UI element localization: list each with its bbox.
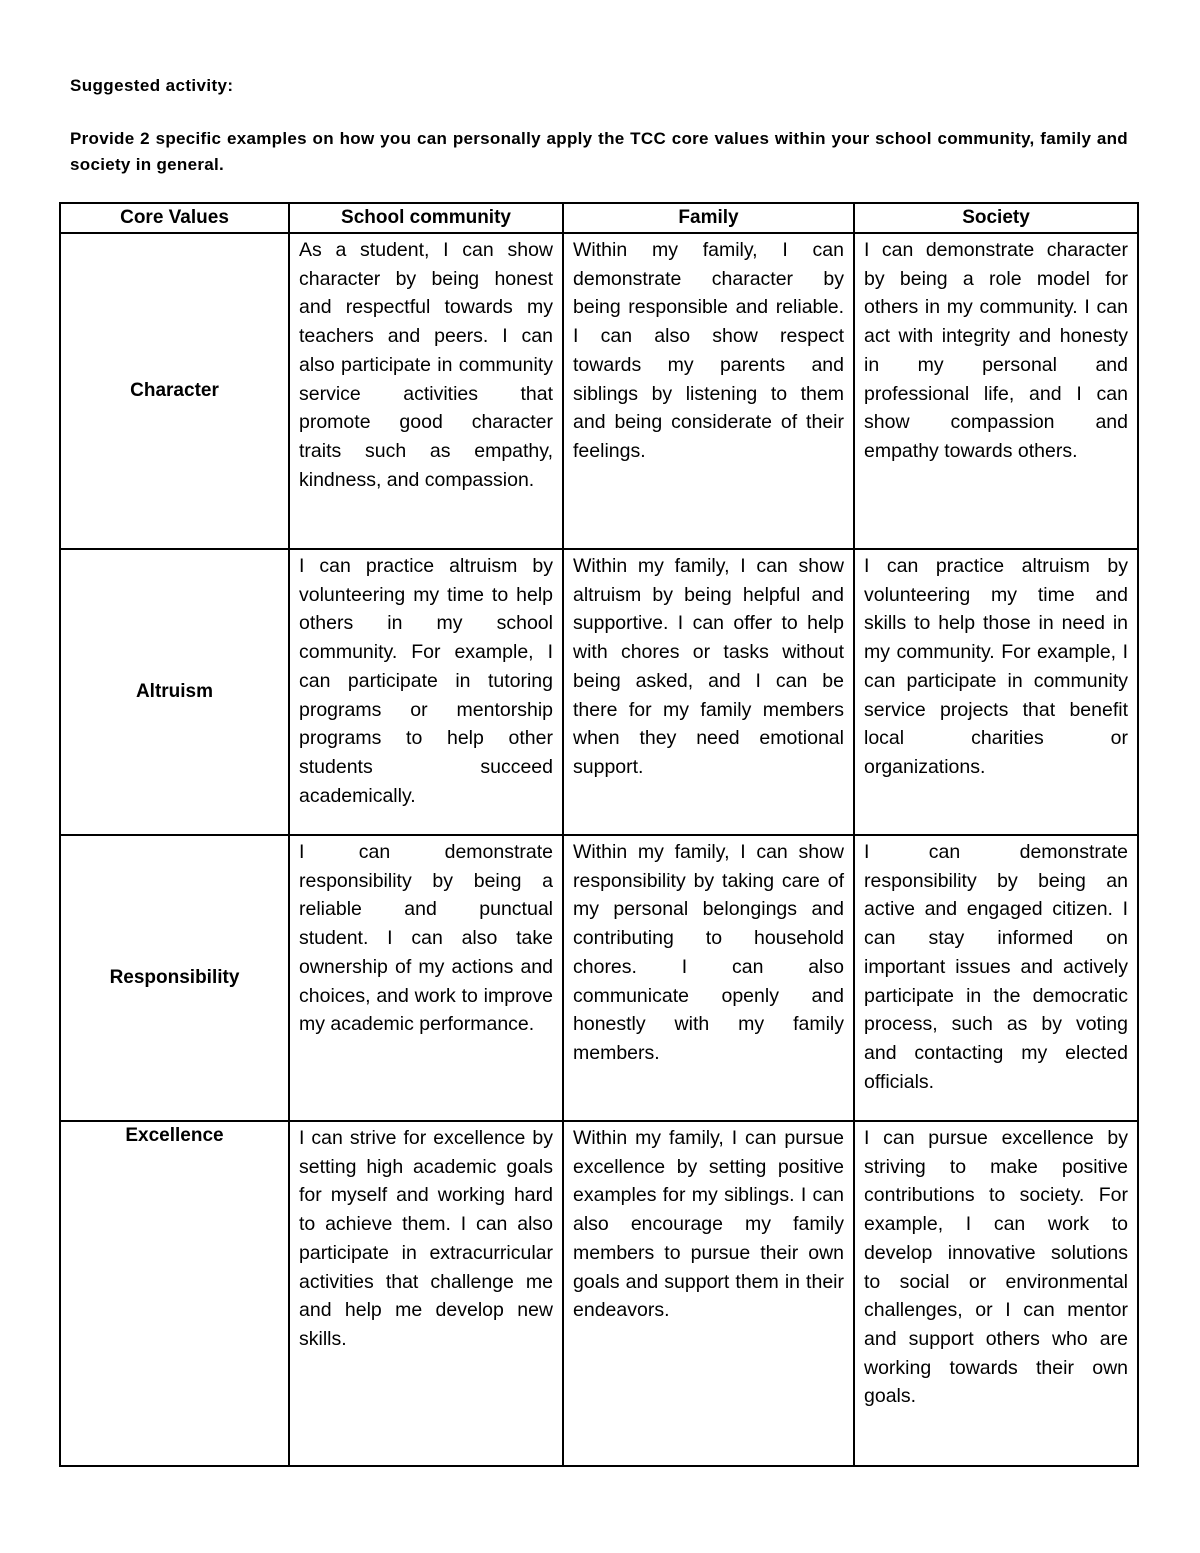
school-community-cell: As a student, I can show character by being honest and respectful towards my teachers and peers. I can also participate in community service activities that promote good character traits such as empathy, kindness, and compassion. <box>289 233 563 549</box>
header-school-community: School community <box>289 203 563 233</box>
page-heading: Suggested activity: <box>70 76 234 95</box>
core-values-table <box>59 202 1139 1467</box>
school-community-cell: I can strive for excellence by setting high academic goals for myself and working hard to achieve them. I can also participate in extracurricular activities that challenge me and help me develop new skills. <box>289 1121 563 1466</box>
society-cell: I can demonstrate character by being a role model for others in my community. I can act with integrity and honesty in my personal and professional life, and I can show compassion and empathy towards others. <box>854 233 1138 549</box>
header-core-values: Core Values <box>60 203 289 233</box>
header-society: Society <box>854 203 1138 233</box>
table-row-responsibility <box>60 835 1138 1121</box>
activity-instructions: Provide 2 specific examples on how you can personally apply the TCC core values within your school community, family and society in general. <box>70 129 1128 174</box>
society-cell: I can demonstrate responsibility by being an active and engaged citizen. I can stay informed on important issues and actively participate in the democratic process, such as by voting and contacting my elected officials. <box>854 835 1138 1121</box>
table-row-excellence <box>60 1121 1138 1466</box>
society-cell: I can practice altruism by volunteering my time and skills to help those in need in my community. For example, I can participate in community service projects that benefit local charities or organizations. <box>854 549 1138 835</box>
core-value-label: Excellence <box>60 1121 289 1466</box>
family-cell: Within my family, I can show responsibility by taking care of my personal belongings and contributing to household chores. I can also communicate openly and honestly with my family members. <box>563 835 854 1121</box>
table-row-altruism <box>60 549 1138 835</box>
family-cell: Within my family, I can pursue excellence by setting positive examples for my siblings. I can also encourage my family members to pursue their own goals and support them in their endeavors. <box>563 1121 854 1466</box>
society-cell: I can pursue excellence by striving to make positive contributions to society. For example, I can work to develop innovative solutions to social or environmental challenges, or I can mentor and support others who are working towards their own goals. <box>854 1121 1138 1466</box>
table-header-row <box>60 203 1138 233</box>
school-community-cell: I can demonstrate responsibility by being a reliable and punctual student. I can also take ownership of my actions and choices, and work to improve my academic performance. <box>289 835 563 1121</box>
school-community-cell: I can practice altruism by volunteering my time to help others in my school community. For example, I can participate in tutoring programs or mentorship programs to help other students succeed academically. <box>289 549 563 835</box>
header-family: Family <box>563 203 854 233</box>
family-cell: Within my family, I can demonstrate character by being responsible and reliable. I can also show respect towards my parents and siblings by listening to them and being considerate of their feelings. <box>563 233 854 549</box>
core-value-label: Altruism <box>60 549 289 835</box>
family-cell: Within my family, I can show altruism by being helpful and supportive. I can offer to help with chores or tasks without being asked, and I can be there for my family members when they need emotional support. <box>563 549 854 835</box>
core-value-label: Responsibility <box>60 835 289 1121</box>
table-row-character <box>60 233 1138 549</box>
core-value-label: Character <box>60 233 289 549</box>
